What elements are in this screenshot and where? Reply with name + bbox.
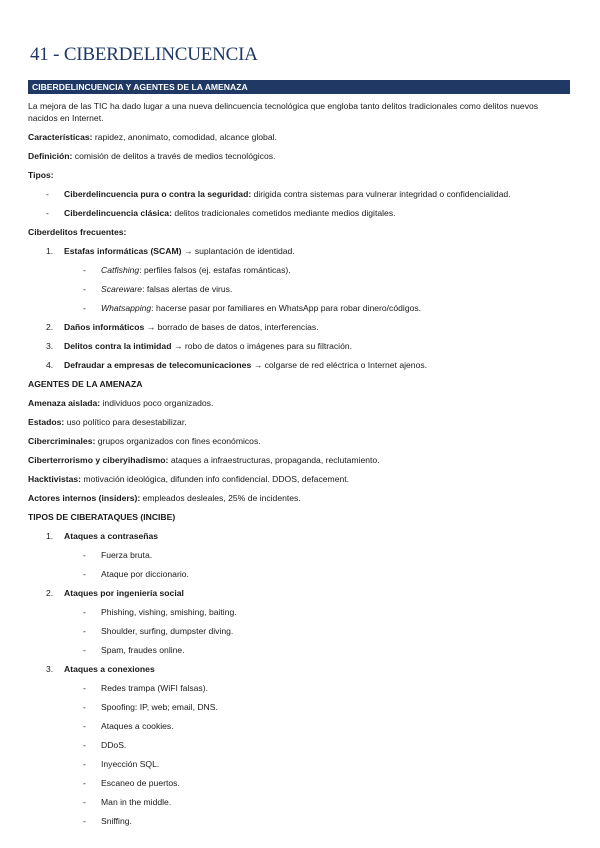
item-text: robo de datos o imágenes para su filtración. xyxy=(184,341,353,351)
dash-bullet: - xyxy=(83,740,86,750)
group-number: 2. xyxy=(46,588,54,598)
item-text: suplantación de identidad. xyxy=(194,246,295,256)
attack-item xyxy=(28,815,570,827)
sub-term: Whatsapping xyxy=(101,303,152,313)
item-label: Daños informáticos xyxy=(64,322,145,332)
agent-line xyxy=(28,435,570,447)
arrow-icon: → xyxy=(173,341,183,351)
agent-label: Amenaza aislada: xyxy=(28,398,101,408)
attack-item xyxy=(28,739,570,751)
sub-text: : falsas alertas de virus. xyxy=(142,284,233,294)
agent-text: motivación ideológica, difunden info confidencial. DDOS, defacement. xyxy=(83,474,350,484)
sub-item xyxy=(28,264,570,276)
ciberataques-heading: TIPOS DE CIBERATAQUES (INCIBE) xyxy=(28,512,176,522)
agent-line xyxy=(28,473,570,485)
attack-item-text: Redes trampa (WiFI falsas). xyxy=(101,683,208,693)
attack-item-text: Man in the middle. xyxy=(101,797,172,807)
agent-label: Cibercriminales: xyxy=(28,436,96,446)
group-number: 1. xyxy=(46,531,54,541)
dash-bullet: - xyxy=(46,189,49,199)
group-number: 3. xyxy=(46,664,54,674)
attack-item xyxy=(28,796,570,808)
item-label: Defraudar a empresas de telecomunicaciones xyxy=(64,360,252,370)
item-number: 3. xyxy=(46,341,54,351)
attack-item xyxy=(28,758,570,770)
agent-line xyxy=(28,454,570,466)
attack-item-text: Ataque por diccionario. xyxy=(101,569,189,579)
agent-text: individuos poco organizados. xyxy=(102,398,214,408)
attack-item xyxy=(28,644,570,656)
attack-item-text: DDoS. xyxy=(101,740,127,750)
dash-bullet: - xyxy=(83,721,86,731)
tipos-heading: Tipos: xyxy=(28,170,54,180)
arrow-icon: → xyxy=(253,360,263,370)
attack-group xyxy=(28,587,570,599)
item-number: 1. xyxy=(46,246,54,256)
attack-item-text: Fuerza bruta. xyxy=(101,550,153,560)
agent-label: Estados: xyxy=(28,417,65,427)
numbered-item xyxy=(28,245,570,257)
dash-bullet: - xyxy=(83,569,86,579)
attack-item xyxy=(28,701,570,713)
attack-item-text: Escaneo de puertos. xyxy=(101,778,180,788)
caracteristicas-label: Características: xyxy=(28,132,93,142)
item-label: Delitos contra la intimidad xyxy=(64,341,172,351)
dash-bullet: - xyxy=(83,550,86,560)
agent-text: ataques a infraestructuras, propaganda, reclutamiento. xyxy=(170,455,380,465)
definicion-label: Definición: xyxy=(28,151,73,161)
frecuentes-heading: Ciberdelitos frecuentes: xyxy=(28,227,127,237)
sub-item xyxy=(28,302,570,314)
attack-item xyxy=(28,606,570,618)
section-banner: CIBERDELINCUENCIA Y AGENTES DE LA AMENAZA xyxy=(28,80,570,94)
attack-item-text: Sniffing. xyxy=(101,816,132,826)
agent-text: uso político para desestabilizar. xyxy=(66,417,187,427)
sub-text: : hacerse pasar por familiares en WhatsApp para robar dinero/códigos. xyxy=(151,303,422,313)
document-body xyxy=(28,100,570,827)
item-number: 4. xyxy=(46,360,54,370)
attack-item-text: Phishing, vishing, smishing, baiting. xyxy=(101,607,237,617)
group-label: Ataques a contraseñas xyxy=(64,531,159,541)
dash-bullet: - xyxy=(83,626,86,636)
dash-bullet: - xyxy=(83,759,86,769)
attack-item-text: Spoofing: IP, web; email, DNS. xyxy=(101,702,218,712)
arrow-icon: → xyxy=(146,322,156,332)
attack-item-text: Inyección SQL. xyxy=(101,759,160,769)
dash-bullet: - xyxy=(83,816,86,826)
list-item xyxy=(28,207,570,219)
item-label: Estafas informáticas (SCAM) xyxy=(64,246,182,256)
numbered-item xyxy=(28,359,570,371)
attack-item xyxy=(28,777,570,789)
sub-item xyxy=(28,283,570,295)
attack-item xyxy=(28,625,570,637)
definicion-text: comisión de delitos a través de medios tecnológicos. xyxy=(74,151,276,161)
attack-item xyxy=(28,568,570,580)
numbered-item xyxy=(28,321,570,333)
item-text: colgarse de red eléctrica o Internet ajenos. xyxy=(264,360,428,370)
group-label: Ataques a conexiones xyxy=(64,664,155,674)
dash-bullet: - xyxy=(83,645,86,655)
intro-paragraph: La mejora de las TIC ha dado lugar a una nueva delincuencia tecnológica que engloba tanto delitos tradicionales como delitos nuevos nacidos en Internet. xyxy=(28,101,539,123)
agent-label: Ciberterrorismo y ciberyihadismo: xyxy=(28,455,169,465)
attack-group xyxy=(28,530,570,542)
dash-bullet: - xyxy=(83,303,86,313)
item-text: dirigida contra sistemas para vulnerar integridad o confidencialidad. xyxy=(253,189,511,199)
agent-label: Hacktivistas: xyxy=(28,474,82,484)
attack-item-text: Spam, fraudes online. xyxy=(101,645,185,655)
sub-term: Scareware xyxy=(101,284,143,294)
list-item xyxy=(28,188,570,200)
agent-line xyxy=(28,492,570,504)
attack-item xyxy=(28,682,570,694)
group-label: Ataques por ingeniería social xyxy=(64,588,184,598)
item-label: Ciberdelincuencia clásica: xyxy=(64,208,172,218)
dash-bullet: - xyxy=(83,607,86,617)
agent-label: Actores internos (insiders): xyxy=(28,493,141,503)
attack-item xyxy=(28,549,570,561)
dash-bullet: - xyxy=(83,284,86,294)
item-text: delitos tradicionales cometidos mediante medios digitales. xyxy=(174,208,396,218)
caracteristicas-line xyxy=(28,131,570,143)
attack-group xyxy=(28,663,570,675)
dash-bullet: - xyxy=(83,778,86,788)
dash-bullet: - xyxy=(46,208,49,218)
dash-bullet: - xyxy=(83,702,86,712)
caracteristicas-text: rapidez, anonimato, comodidad, alcance global. xyxy=(94,132,277,142)
agent-text: empleados desleales, 25% de incidentes. xyxy=(142,493,301,503)
agent-line xyxy=(28,397,570,409)
numbered-item xyxy=(28,340,570,352)
attack-item-text: Shoulder, surfing, dumpster diving. xyxy=(101,626,234,636)
sub-text: : perfiles falsos (ej. estafas románticas). xyxy=(139,265,291,275)
dash-bullet: - xyxy=(83,265,86,275)
attack-item xyxy=(28,720,570,732)
agent-text: grupos organizados con fines económicos. xyxy=(97,436,261,446)
item-label: Ciberdelincuencia pura o contra la seguridad: xyxy=(64,189,252,199)
page-title: 41 - CIBERDELINCUENCIA xyxy=(30,44,258,65)
item-text: borrado de bases de datos, interferencias. xyxy=(157,322,319,332)
attack-item-text: Ataques a cookies. xyxy=(101,721,174,731)
agentes-heading: AGENTES DE LA AMENAZA xyxy=(28,379,143,389)
agent-line xyxy=(28,416,570,428)
definicion-line xyxy=(28,150,570,162)
dash-bullet: - xyxy=(83,683,86,693)
sub-term: Catfishing xyxy=(101,265,140,275)
item-number: 2. xyxy=(46,322,54,332)
arrow-icon: → xyxy=(183,246,193,256)
dash-bullet: - xyxy=(83,797,86,807)
